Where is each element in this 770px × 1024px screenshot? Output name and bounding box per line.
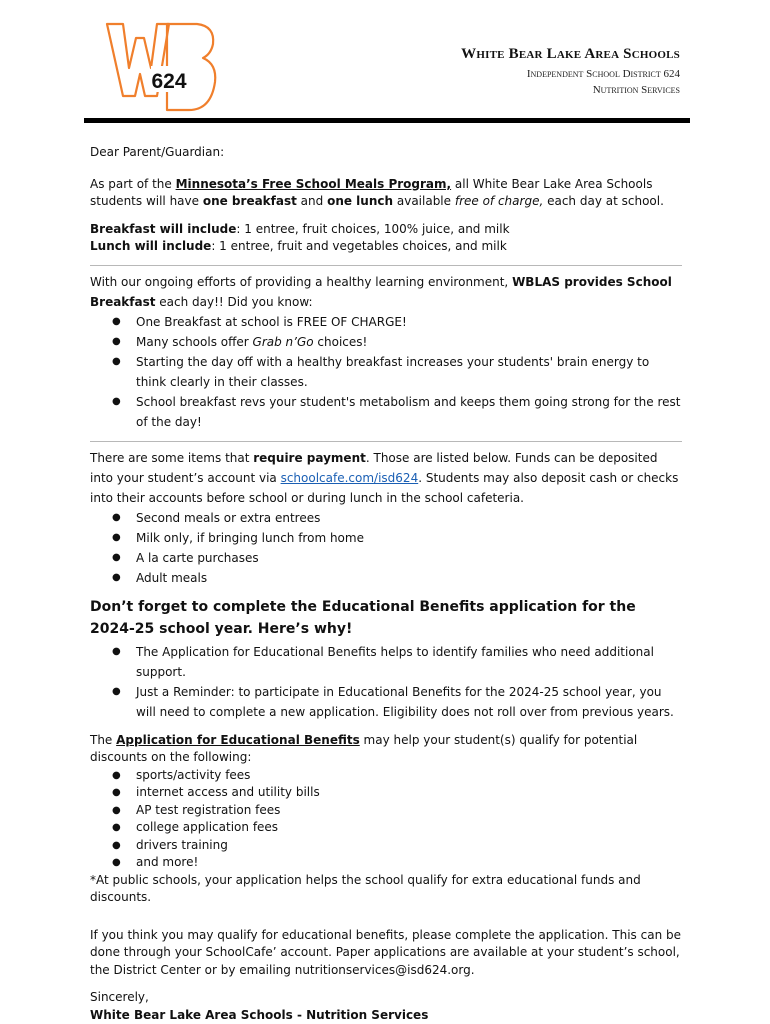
lunch-label: Lunch will include	[90, 239, 212, 253]
list-item: ● internet access and utility bills	[90, 784, 682, 802]
benefits-heading: Don’t forget to complete the Educational Benefits application for the 2024-25 school year. Here’s why!	[90, 598, 636, 637]
list-item: ● Second meals or extra entrees	[90, 508, 682, 528]
signature	[90, 1007, 682, 1024]
list-item: ● The Application for Educational Benefits helps to identify families who need additional support.	[90, 642, 682, 682]
payment-paragraph	[90, 448, 682, 508]
breakfast-text: : 1 entree, fruit choices, 100% juice, and milk	[236, 221, 510, 236]
breakfast-label: Breakfast will include	[90, 221, 237, 236]
list-item: ● college application fees	[90, 819, 682, 837]
program-name: Minnesota’s Free School Meals Program,	[175, 176, 452, 191]
logo-district-number: 624	[151, 70, 187, 93]
lunch-includes	[90, 238, 682, 256]
benefits-reasons-list	[90, 642, 682, 722]
list-item: ● drivers training	[90, 837, 682, 855]
free-of-charge: free of charge,	[454, 194, 544, 208]
schoolcafe-link[interactable]: schoolcafe.com/isd624	[280, 470, 419, 485]
discounts-list	[90, 767, 682, 872]
intro-text: available	[393, 194, 455, 208]
list-item: ● AP test registration fees	[90, 802, 682, 820]
breakfast-includes	[90, 221, 682, 239]
payment-text: . Students may also deposit cash or checks into their accounts before school or during lunch in the school cafeteria.	[90, 470, 679, 505]
payment-text: There are some items that	[90, 450, 254, 465]
greeting: Dear Parent/Guardian:	[90, 145, 225, 159]
wblas-breakfast-bold: WBLAS provides School Breakfast	[90, 274, 672, 309]
section-divider	[90, 441, 682, 442]
list-item: ● School breakfast revs your student's metabolism and keeps them going strong for the rest of the day!	[90, 392, 682, 432]
breakfast-para-text: each day!! Did you know:	[155, 294, 313, 309]
require-payment: require payment	[253, 450, 366, 465]
one-breakfast: one breakfast	[202, 194, 297, 208]
wbl-624-logo	[105, 20, 220, 115]
letter-body	[90, 144, 682, 1024]
intro-text: As part of the	[90, 176, 176, 191]
district-title: White Bear Lake Area Schools	[461, 46, 680, 62]
list-item: ● sports/activity fees	[90, 767, 682, 785]
breakfast-para-text: With our ongoing efforts of providing a healthy learning environment,	[90, 274, 513, 289]
list-item: ● One Breakfast at school is FREE OF CHARGE!	[90, 312, 682, 332]
list-item: ● Just a Reminder: to participate in Educational Benefits for the 2024-25 school year, you will need to complete a new application. Eligibility does not roll over from previous years.	[90, 682, 682, 722]
lunch-text: : 1 entree, fruit and vegetables choices, and milk	[211, 239, 507, 253]
grab-n-go: Grab n’Go	[252, 334, 314, 349]
intro-text: all White Bear Lake Area Schools students will have	[90, 176, 653, 208]
list-item-text: choices!	[313, 334, 368, 349]
discounts-paragraph	[90, 732, 682, 767]
letterhead	[461, 46, 680, 96]
closing-paragraph: If you think you may qualify for educational benefits, please complete the application. This can be done through your SchoolCafe’ account. Paper applications are available at your student’s school, the District Center or by emailing nutritionservices@isd624.org.	[90, 927, 681, 977]
application-link[interactable]: Application for Educational Benefits	[116, 732, 360, 747]
list-item: ● Starting the day off with a healthy breakfast increases your students' brain energy to think clearly in their classes.	[90, 352, 682, 392]
list-item: ● and more!	[90, 854, 682, 872]
footnote: *At public schools, your application helps the school qualify for extra educational funds and discounts.	[90, 872, 641, 904]
section-divider	[90, 265, 682, 266]
header-rule	[84, 118, 690, 123]
breakfast-paragraph	[90, 272, 682, 312]
breakfast-facts-list	[90, 312, 682, 432]
intro-text: each day at school.	[543, 194, 664, 208]
list-item: ● Milk only, if bringing lunch from home	[90, 528, 682, 548]
district-subtitle: Independent School District 624	[526, 68, 680, 80]
list-item: ● Adult meals	[90, 568, 682, 588]
discounts-text: The	[90, 732, 117, 747]
list-item-text: Many schools offer	[136, 334, 253, 349]
payment-text: . Those are listed below. Funds can be deposited into your student’s account via	[90, 450, 658, 485]
discounts-text: may help your student(s) qualify for potential discounts on the following:	[90, 732, 638, 764]
department-name: Nutrition Services	[592, 84, 680, 96]
list-item: ● A la carte purchases	[90, 548, 682, 568]
paid-items-list	[90, 508, 682, 588]
signoff: Sincerely,	[90, 990, 149, 1004]
intro-text: and	[296, 194, 328, 208]
intro-paragraph	[90, 176, 682, 211]
signature-text: White Bear Lake Area Schools - Nutrition Services	[90, 1007, 429, 1022]
one-lunch: one lunch	[327, 194, 394, 208]
list-item	[90, 332, 682, 352]
